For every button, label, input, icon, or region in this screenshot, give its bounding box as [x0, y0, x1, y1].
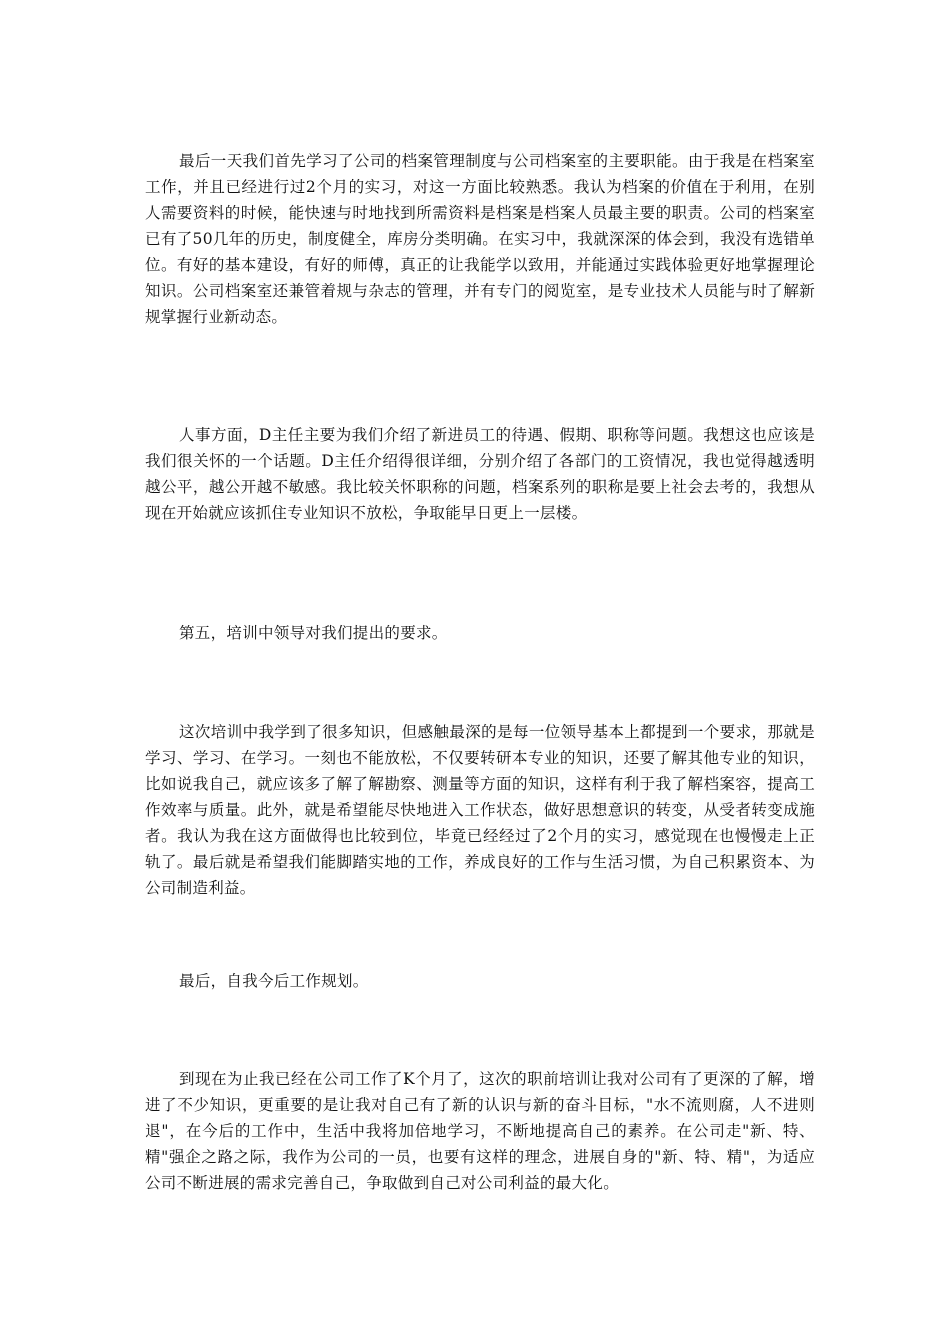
paragraph-work-plan: 到现在为止我已经在公司工作了K个月了，这次的职前培训让我对公司有了更深的了解，增进了不少知识，更重要的是让我对自己有了新的认识与新的奋斗目标，"水不流则腐，人不进则退"，在今后的工作中，生活中我将加倍地学习，不断地提高自己的素养。在公司走"新、特、精"强企之路之际，我作为公司的一员，也要有这样的理念，进展自身的"新、特、精"，为适应公司不断进展的需求完善自己，争取做到自己对公司利益的最大化。	[145, 1070, 815, 1192]
paragraph-archives-training: 最后一天我们首先学习了公司的档案管理制度与公司档案室的主要职能。由于我是在档案室工作，并且已经进行过2个月的实习，对这一方面比较熟悉。我认为档案的价值在于利用，在别人需要资料的时候，能快速与时地找到所需资料是档案是档案人员最主要的职责。公司的档案室已有了50几年的历史，制度健全，库房分类明确。在实习中，我就深深的体会到，我没有选错单位。有好的基本建设，有好的师傅，真正的让我能学以致用，并能通过实践体验更好地掌握理论知识。公司档案室还兼管着规与杂志的管理，并有专门的阅览室，是专业技术人员能与时了解新规掌握行业新动态。	[145, 152, 815, 326]
section-heading-work-plan: 最后，自我今后工作规划。	[179, 972, 369, 990]
paragraph-requirements: 这次培训中我学到了很多知识，但感触最深的是每一位领导基本上都提到一个要求，那就是学习、学习、在学习。一刻也不能放松，不仅要转研本专业的知识，还要了解其他专业的知识，比如说我自己，就应该多了解了解勘察、测量等方面的知识，这样有利于我了解档案容，提高工作效率与质量。此外，就是希望能尽快地进入工作状态，做好思想意识的转变，从受者转变成施者。我认为我在这方面做得也比较到位，毕竟已经经过了2个月的实习，感觉现在也慢慢走上正轨了。最后就是希望我们能脚踏实地的工作，养成良好的工作与生活习惯，为自己积累资本、为公司制造利益。	[145, 723, 815, 897]
section-heading-requirements: 第五，培训中领导对我们提出的要求。	[179, 624, 448, 642]
paragraph-personnel: 人事方面，D主任主要为我们介绍了新进员工的待遇、假期、职称等问题。我想这也应该是我们很关怀的一个话题。D主任介绍得很详细，分别介绍了各部门的工资情况，我也觉得越透明越公平，越公开越不敏感。我比较关怀职称的问题，档案系列的职称是要上社会去考的，我想从现在开始就应该抓住专业知识不放松，争取能早日更上一层楼。	[145, 426, 815, 522]
